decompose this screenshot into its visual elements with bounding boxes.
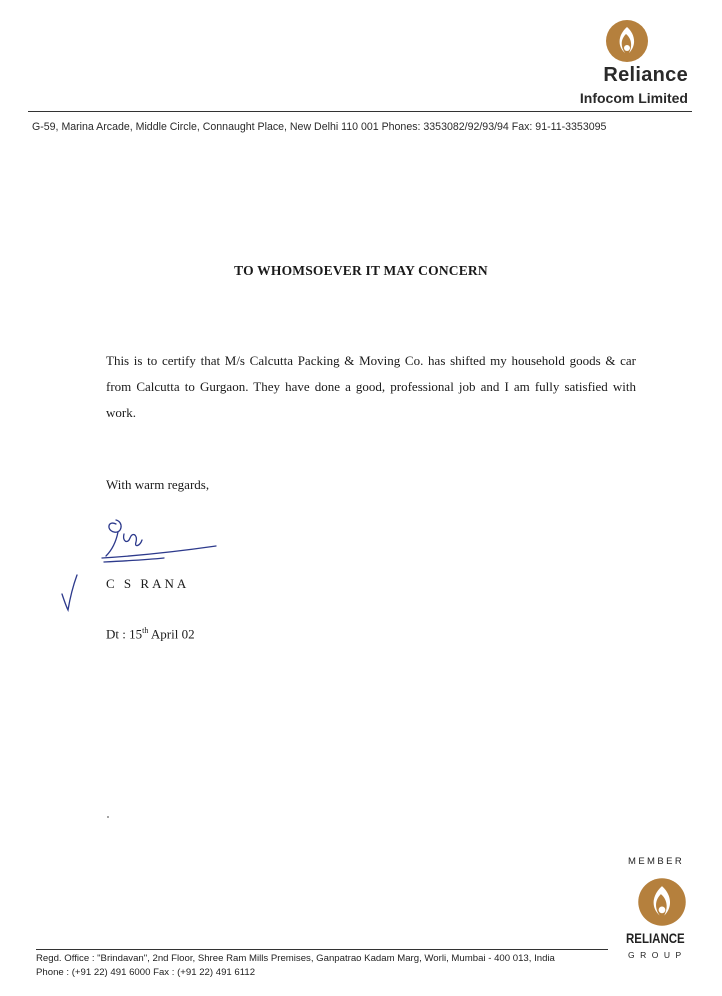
- reliance-logo-icon: [604, 18, 650, 64]
- signature-icon: [94, 512, 222, 568]
- letter-date: [106, 626, 195, 642]
- header-address: G-59, Marina Arcade, Middle Circle, Connaught Place, New Delhi 110 001 Phones: 3353082/92/93/94 Fax: 91-11-3353095: [32, 121, 607, 133]
- reliance-group-logo-icon: [636, 876, 688, 928]
- signer-name: C S RANA: [106, 576, 190, 591]
- letter-closing: With warm regards,: [106, 477, 210, 492]
- letter-body: This is to certify that M/s Calcutta Packing & Moving Co. has shifted my household goods & car from Calcutta to Gurgaon. They have done a good, professional job and I am fully satisfied with work.: [106, 353, 636, 420]
- letter-title: TO WHOMSOEVER IT MAY CONCERN: [234, 263, 488, 278]
- company-name: Reliance: [603, 64, 688, 86]
- scan-speck: [107, 816, 109, 818]
- date-prefix: Dt : 15: [106, 626, 143, 642]
- tick-mark-icon: [58, 572, 80, 612]
- member-label: MEMBER: [628, 856, 685, 867]
- footer-registered-office: Regd. Office : "Brindavan", 2nd Floor, Shree Ram Mills Premises, Ganpatrao Kadam Marg, Worli, Mumbai - 400 013, India: [36, 953, 555, 964]
- company-subtitle: Infocom Limited: [579, 90, 688, 106]
- group-name: RELIANCE: [626, 930, 685, 946]
- header-divider: [28, 111, 692, 112]
- footer-divider: [36, 949, 608, 950]
- footer-phone: Phone : (+91 22) 491 6000 Fax : (+91 22) 491 6112: [36, 967, 256, 978]
- date-ordinal: th: [142, 626, 149, 635]
- date-rest: April 02: [148, 626, 195, 642]
- group-label: GROUP: [628, 950, 687, 960]
